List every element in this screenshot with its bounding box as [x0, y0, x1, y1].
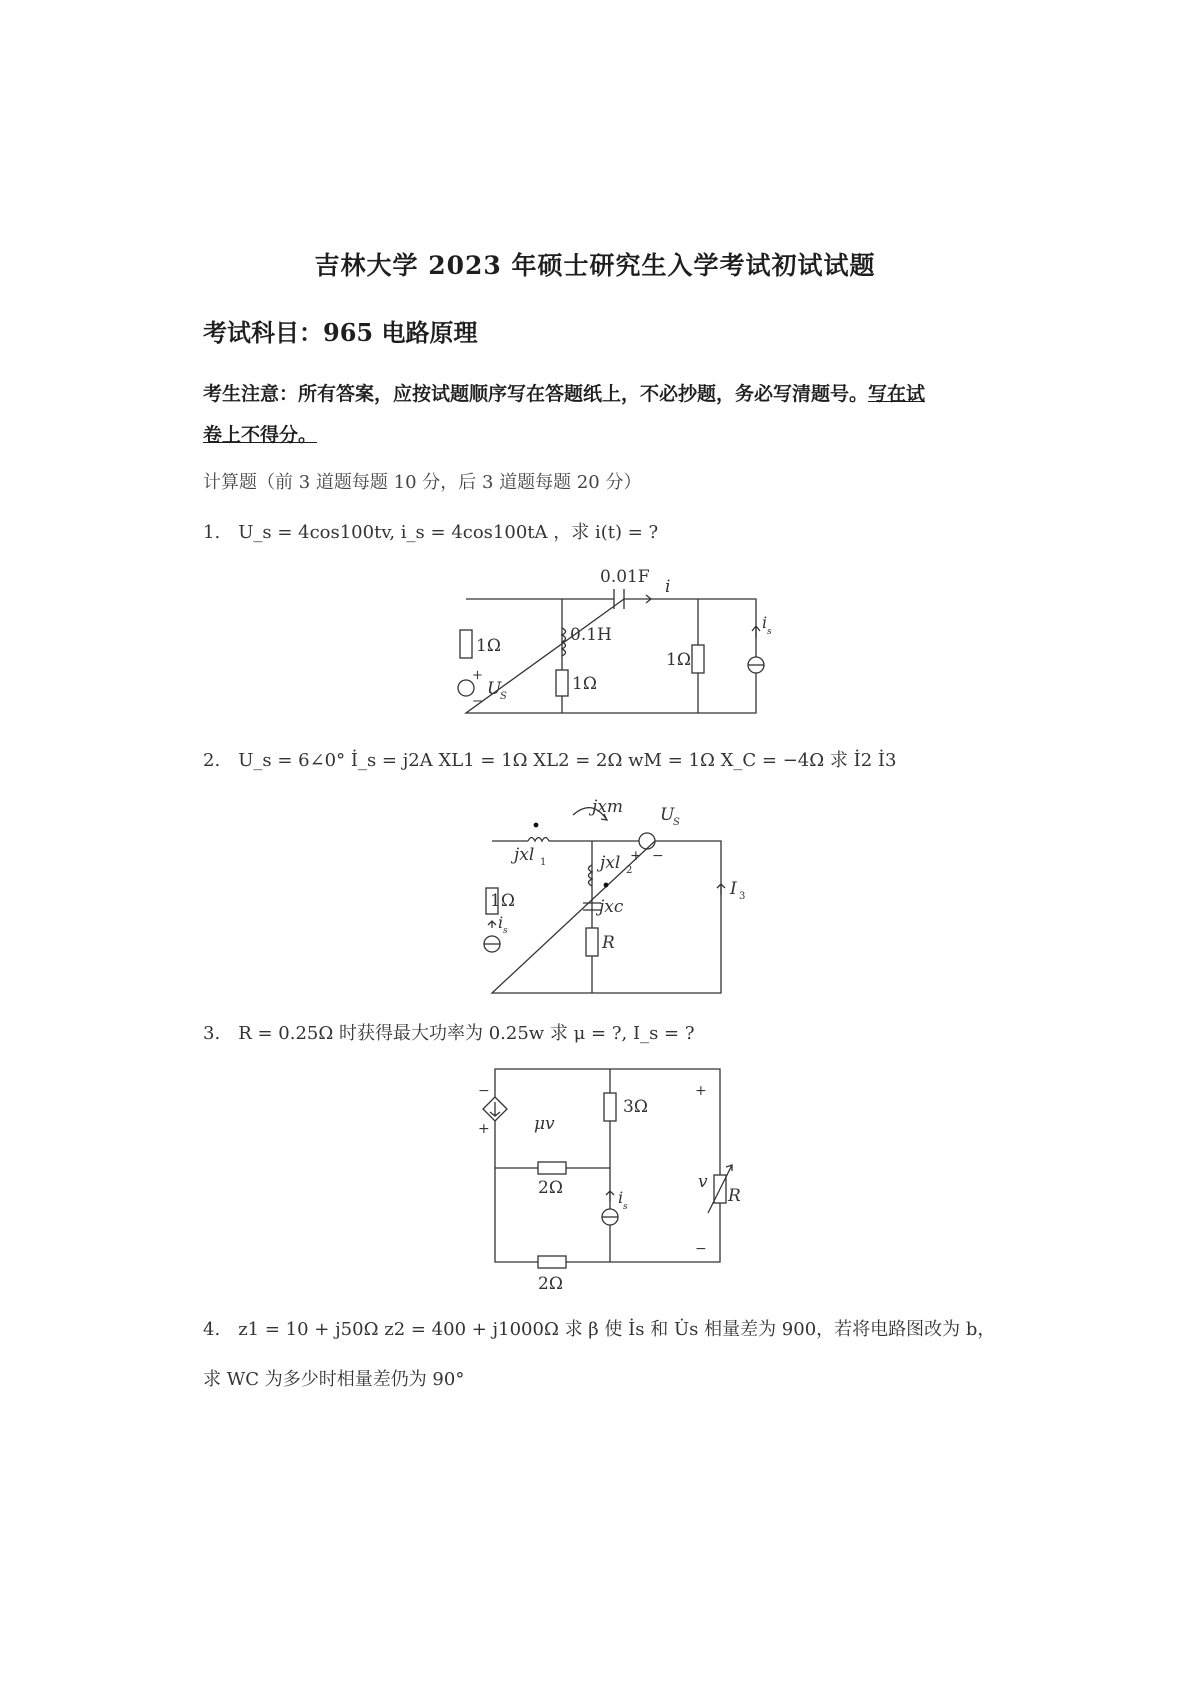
question-4 — [203, 1315, 995, 1341]
q3-dep-minus: − — [478, 1083, 490, 1099]
notice-underlined-1: 写在试 — [868, 383, 926, 405]
q2-source-plus: + — [630, 848, 642, 864]
q2-l1-sub: 1 — [540, 857, 547, 868]
q1-source-minus: − — [472, 694, 483, 709]
notice-text: 考生注意：所有答案，应按试题顺序写在答题纸上，不必抄题，务必写清题号。 — [203, 383, 869, 405]
q1-source-u-label: U — [487, 679, 502, 699]
q2-cap-label: jxc — [599, 897, 624, 917]
q2-l1-label: jxl — [514, 845, 535, 865]
q1-r-mid-label: 1Ω — [572, 674, 597, 694]
circuit-3 — [470, 1065, 740, 1305]
question-2-number: 2. — [203, 750, 221, 771]
q2-i3-label: I — [730, 879, 737, 899]
section-heading: 计算题（前 3 道题每题 10 分，后 3 道题每题 20 分） — [203, 472, 642, 493]
q1-source-plus: + — [472, 668, 483, 683]
question-1 — [203, 518, 658, 544]
question-1-number: 1. — [203, 522, 221, 543]
q2-r-label: R — [602, 933, 615, 953]
q3-r-top-label: 3Ω — [623, 1097, 648, 1117]
notice — [203, 374, 993, 456]
q3-r-load-label: R — [728, 1186, 741, 1206]
question-3 — [203, 1019, 694, 1045]
q2-l2-label: jxl — [600, 853, 621, 873]
q2-l2-sub: 2 — [626, 865, 633, 876]
q1-capacitor-label: 0.01F — [600, 567, 650, 587]
q3-source-i-label: i — [618, 1188, 624, 1207]
question-4-line1: z1 = 10 + j50Ω z2 = 400 + j1000Ω 求 β 使 İs 和 U̇s 相量差为 900，若将电路图改为 b， — [238, 1319, 996, 1340]
circuit-1 — [450, 567, 780, 720]
q1-source-u-sub: S — [500, 691, 507, 702]
q1-source-i-label: i — [762, 613, 768, 632]
q1-source-i-sub: s — [767, 627, 772, 637]
q3-dep-source-label: μv — [534, 1114, 555, 1134]
exam-subject: 考试科目：965 电路原理 — [203, 318, 478, 347]
q1-r-left-label: 1Ω — [476, 636, 501, 656]
q2-source-u-label: U — [660, 805, 675, 825]
question-4-line2: 求 WC 为多少时相量差仍为 90° — [203, 1369, 465, 1390]
notice-underlined-2: 卷上不得分。 — [203, 424, 318, 446]
question-3-text: R = 0.25Ω 时获得最大功率为 0.25w 求 μ = ?, I_s = ? — [238, 1023, 695, 1044]
q3-source-i-sub: s — [623, 1202, 628, 1212]
question-3-number: 3. — [203, 1023, 221, 1044]
q2-source-i-label: i — [498, 913, 504, 932]
q1-r-right-label: 1Ω — [666, 650, 691, 670]
q3-v-label: v — [698, 1172, 708, 1192]
circuit-2 — [480, 797, 746, 1000]
q1-inductor-label: 0.1H — [570, 625, 612, 645]
question-2 — [203, 746, 896, 772]
q3-r-bottom-label: 2Ω — [538, 1274, 563, 1294]
question-2-text: U_s = 6∠0° İ_s = j2A XL1 = 1Ω XL2 = 2Ω wM = 1Ω X_C = −4Ω 求 İ2 İ3 — [238, 750, 897, 771]
page-title: 吉林大学 2023 年硕士研究生入学考试初试试题 — [314, 251, 876, 280]
q3-r-mid-label: 2Ω — [538, 1178, 563, 1198]
question-1-text: U_s = 4cos100tv, i_s = 4cos100tA ，求 i(t) = ? — [238, 522, 659, 543]
q3-dep-plus: + — [478, 1121, 490, 1137]
q2-i3-sub: 3 — [739, 891, 746, 902]
question-4-continued — [203, 1365, 464, 1391]
q2-source-minus: − — [652, 848, 664, 864]
q2-source-u-sub: S — [673, 817, 680, 828]
q3-v-minus: − — [695, 1241, 707, 1257]
q2-r-left-label: 1Ω — [490, 891, 515, 911]
q3-v-plus: + — [695, 1083, 707, 1099]
q2-mutual-label: jxm — [592, 797, 623, 817]
q2-source-i-sub: s — [503, 926, 508, 936]
q1-current-label: i — [665, 577, 671, 597]
question-4-number: 4. — [203, 1319, 221, 1340]
